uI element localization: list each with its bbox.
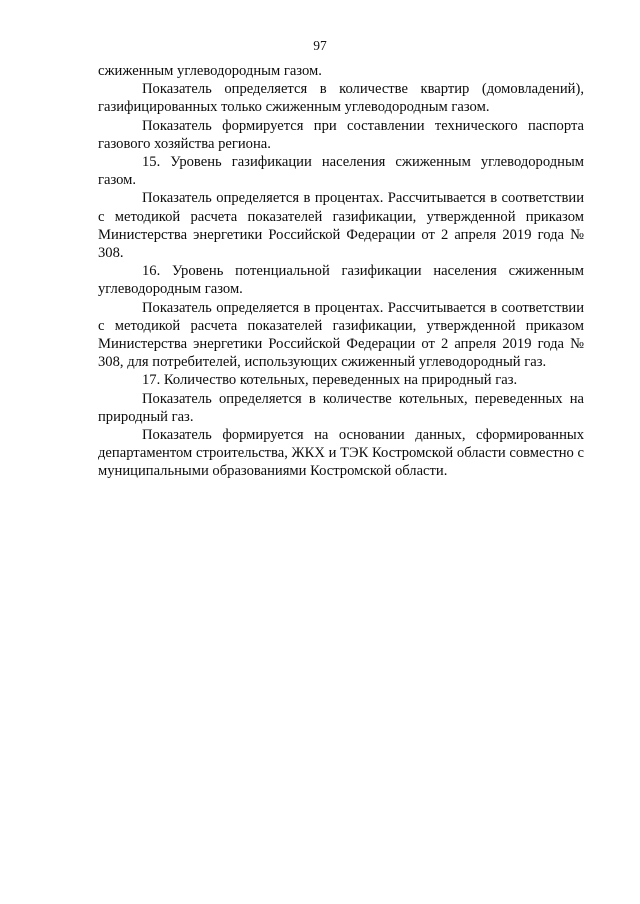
paragraph-item-15-heading: 15. Уровень газификации населения сжиженным углеводородным газом.: [98, 154, 584, 189]
paragraph-indicator-definition: Показатель определяется в количестве квартир (домовладений), газифицированных только сжиженным углеводородным газом.: [98, 81, 584, 116]
paragraph-continuation: сжиженным углеводородным газом.: [98, 63, 322, 79]
paragraph-item-17-source: Показатель формируется на основании данных, сформированных департаментом строительства, ЖКХ и ТЭК Костромской области совместно с муниципальными образованиями Костромской области.: [98, 427, 584, 480]
paragraph-item-17-heading: 17. Количество котельных, переведенных на природный газ.: [142, 372, 518, 389]
paragraph-item-17-definition: Показатель определяется в количестве котельных, переведенных на природный газ.: [98, 390, 584, 425]
paragraph-indicator-source: Показатель формируется при составлении технического паспорта газового хозяйства региона.: [98, 117, 584, 152]
page-number: 97: [313, 38, 327, 53]
paragraph-item-15-definition: Показатель определяется в процентах. Рассчитывается в соответствии с методикой расчета показателей газификации, утвержденной приказом Министерства энергетики Российской Федерации от 2 апреля 2019 года № 308.: [98, 190, 584, 262]
paragraph-item-16-definition: Показатель определяется в процентах. Рассчитывается в соответствии с методикой расчета показателей газификации, утвержденной приказом Министерства энергетики Российской Федерации от 2 апреля 2019 года № 308, для потребителей, использующих сжиженный углеводородный газ.: [98, 299, 584, 371]
document-body: [98, 62, 584, 481]
paragraph-item-16-heading: 16. Уровень потенциальной газификации населения сжиженным углеводородным газом.: [98, 263, 584, 298]
